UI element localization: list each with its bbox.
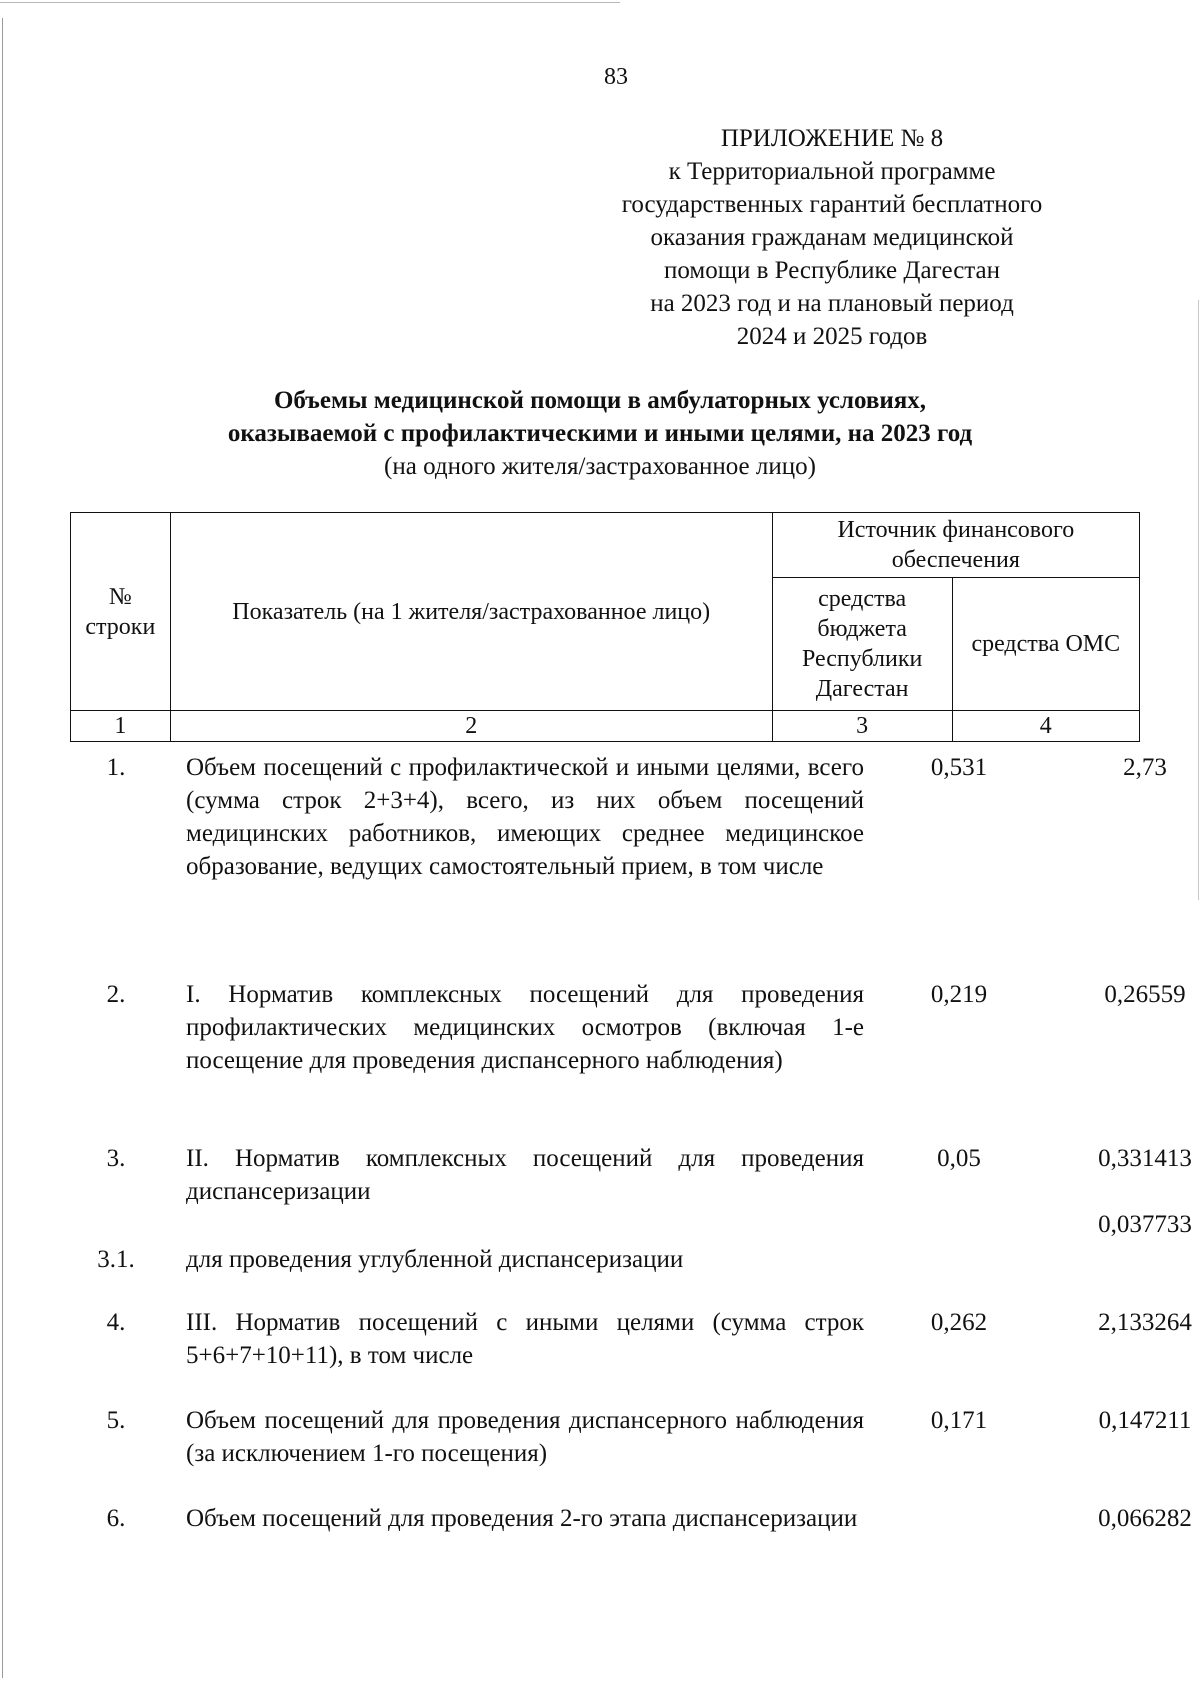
col-number: 4: [952, 711, 1139, 742]
appendix-line: на 2023 год и на плановый период: [650, 290, 1014, 317]
row-number: 3.1.: [97, 1246, 135, 1273]
row-indicator: Объем посещений для проведения 2-го этапа диспансеризации: [186, 1505, 858, 1532]
scan-edge-right: [1198, 300, 1199, 900]
appendix-line: оказания гражданам медицинской: [650, 224, 1014, 251]
row-indicator: Объем посещений с профилактической и иными целями, всего (сумма строк 2+3+4), всего, из них объем посещений медицинских работников, имеющих среднее медицинское образование, ведущих самостоятельный прием, в том числе: [186, 754, 864, 880]
appendix-line: помощи в Республике Дагестан: [663, 257, 1000, 284]
col-number: 2: [170, 711, 772, 742]
row-budget-value: 0,219: [930, 981, 988, 1008]
col-number: 3: [772, 711, 952, 742]
row-indicator: I. Норматив комплексных посещений для проведения профилактических медицинских осмотров (включая 1-е посещение для проведения диспансерного наблюдения): [186, 981, 864, 1074]
row-budget-value: 0,262: [930, 1309, 988, 1336]
row-number: 3.: [106, 1145, 126, 1172]
document-title: [100, 384, 1100, 483]
row-oms-value: 0,037733: [1098, 1211, 1192, 1238]
row-oms-value: 0,147211: [1098, 1407, 1192, 1434]
row-number: 5.: [106, 1407, 126, 1434]
row-number: 2.: [106, 981, 126, 1008]
table-header: [70, 512, 1140, 742]
scan-edge-top: [0, 2, 620, 3]
row-indicator: II. Норматив комплексных посещений для проведения диспансеризации: [186, 1145, 864, 1205]
header-oms: средства ОМС: [952, 578, 1139, 711]
row-oms-value: 0,26559: [1104, 981, 1186, 1008]
col-number: 1: [71, 711, 171, 742]
header-indicator: Показатель (на 1 жителя/застрахованное лицо): [170, 513, 772, 711]
row-oms-value: 0,331413: [1098, 1145, 1192, 1172]
appendix-line: государственных гарантий бесплатного: [621, 191, 1043, 218]
row-budget-value: 0,05: [937, 1145, 981, 1172]
row-number: 4.: [106, 1309, 126, 1336]
row-indicator: Объем посещений для проведения диспансерного наблюдения (за исключением 1-го посещения): [186, 1407, 864, 1467]
appendix-line: к Территориальной программе: [668, 158, 996, 185]
title-line-2: оказываемой с профилактическими и иными целями, на 2023 год: [227, 420, 973, 447]
row-oms-value: 2,133264: [1098, 1309, 1192, 1336]
row-budget-value: 0,171: [930, 1407, 988, 1434]
page-number: 83: [604, 64, 628, 90]
header-budget: средства бюджета Республики Дагестан: [772, 578, 952, 711]
row-oms-value: 2,73: [1123, 754, 1167, 781]
appendix-header: [592, 122, 1072, 353]
scan-edge-left: [2, 18, 3, 1678]
row-number: 6.: [106, 1505, 126, 1532]
row-indicator: для проведения углубленной диспансеризации: [186, 1246, 684, 1273]
appendix-line: 2024 и 2025 годов: [736, 323, 928, 350]
appendix-line: ПРИЛОЖЕНИЕ № 8: [720, 125, 944, 152]
row-indicator: III. Норматив посещений с иными целями (сумма строк 5+6+7+10+11), в том числе: [186, 1309, 864, 1369]
row-budget-value: 0,531: [930, 754, 988, 781]
row-number: 1.: [106, 754, 126, 781]
header-row-no: № строки: [71, 513, 171, 711]
title-line-1: Объемы медицинской помощи в амбулаторных условиях,: [273, 387, 927, 414]
row-oms-value: 0,066282: [1098, 1505, 1192, 1532]
title-subtitle: (на одного жителя/застрахованное лицо): [384, 453, 816, 480]
header-source: Источник финансового обеспечения: [772, 513, 1139, 578]
